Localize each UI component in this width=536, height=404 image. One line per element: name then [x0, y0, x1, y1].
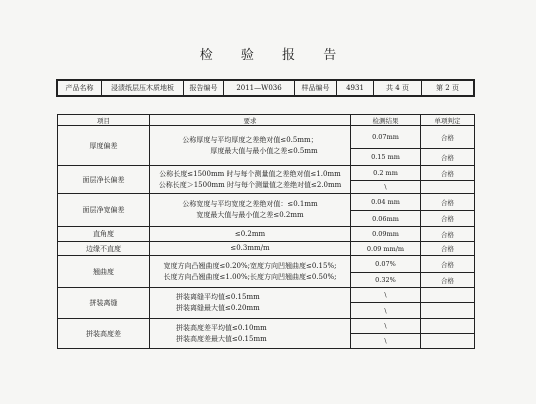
- table-row: [58, 194, 475, 211]
- requirement-line: 公称厚度与平均厚度之差绝对值≤0.5mm；: [182, 135, 318, 144]
- result-value: 0.07mm: [351, 126, 421, 149]
- header-verdict: 单项判定: [421, 115, 475, 126]
- requirement-cell: [150, 166, 351, 194]
- verdict-value: 合格: [421, 126, 475, 149]
- requirement-line: 拼装高度差平均值≤0.10mm: [176, 323, 267, 332]
- result-value: 0.2 mm: [351, 166, 421, 181]
- result-value: 0.32%: [351, 273, 421, 288]
- result-value: \: [351, 181, 421, 194]
- requirement-line: ≤0.2mm: [234, 229, 266, 238]
- report-number-value: 2011—W036: [224, 81, 295, 96]
- result-value: \: [351, 334, 421, 349]
- item-thickness-deviation: 厚度偏差: [58, 126, 150, 166]
- table-row: [58, 256, 475, 273]
- requirement-line: 拼装离缝平均值≤0.15mm: [176, 293, 260, 301]
- requirement-line: 公称长度＞1500mm 时与每个测量值之差绝对值≤2.0mm: [158, 180, 342, 189]
- verdict-value: 合格: [421, 227, 475, 242]
- table-row: [58, 319, 475, 334]
- header-result: 检测结果: [351, 115, 421, 126]
- header-requirement: 要求: [150, 115, 351, 126]
- verdict-value: [421, 288, 475, 303]
- result-value: 0.15 mm: [351, 149, 421, 166]
- table-row: [58, 288, 475, 303]
- requirements-table: [57, 114, 475, 349]
- requirement-cell: [150, 126, 351, 166]
- result-value: 0.09 mm/m: [351, 242, 421, 256]
- item-length-deviation: 面层净长偏差: [58, 166, 150, 194]
- item-assembly-gap: 拼装离缝: [58, 288, 150, 319]
- table-row: [58, 126, 475, 149]
- item-warping: 翘曲度: [58, 256, 150, 288]
- result-value: 0.07%: [351, 256, 421, 273]
- verdict-value: [421, 181, 475, 194]
- requirement-line: 拼装高度差最大值≤0.15mm: [176, 334, 267, 343]
- requirement-line: 长度方向凸翘曲度≤1.00%;长度方向凹翘曲度≤0.50%;: [163, 272, 337, 281]
- item-width-deviation: 面层净宽偏差: [58, 194, 150, 227]
- table-row: [58, 166, 475, 181]
- requirement-cell: [150, 227, 351, 242]
- verdict-value: 合格: [421, 166, 475, 181]
- table-row: [58, 242, 475, 256]
- table-row: [58, 227, 475, 242]
- result-value: 0.04 mm: [351, 194, 421, 211]
- requirement-line: 拼装离缝最大值≤0.20mm: [176, 304, 260, 312]
- requirement-cell: [150, 194, 351, 227]
- verdict-value: [421, 303, 475, 319]
- requirement-line: ≤0.3mm/m: [230, 244, 270, 252]
- verdict-value: 合格: [421, 194, 475, 211]
- header-item: 项目: [58, 115, 150, 126]
- requirement-cell: [150, 319, 351, 349]
- item-assembly-height-difference: 拼装高度差: [58, 319, 150, 349]
- result-value: 0.06mm: [351, 211, 421, 227]
- total-pages: 共 4 页: [374, 81, 422, 96]
- result-value: 0.09mm: [351, 227, 421, 242]
- sample-number-label: 样品编号: [295, 81, 337, 96]
- item-edge-straightness: 边缘不直度: [58, 242, 150, 256]
- page-title: 检 验 报 告: [199, 48, 349, 63]
- requirement-line: 厚度最大值与最小值之差≤0.5mm: [210, 146, 318, 155]
- verdict-value: 合格: [421, 211, 475, 227]
- result-value: \: [351, 303, 421, 319]
- sample-number-value: 4931: [337, 81, 374, 96]
- item-squareness: 直角度: [58, 227, 150, 242]
- product-name-label: 产品名称: [58, 81, 102, 96]
- requirement-line: 宽度最大值与最小值之差≤0.2mm: [196, 211, 304, 219]
- verdict-value: [421, 334, 475, 349]
- requirement-cell: [150, 288, 351, 319]
- requirement-line: 公称宽度与平均宽度之差绝对值：≤0.1mm: [182, 200, 318, 208]
- table-header-row: [58, 115, 475, 126]
- verdict-value: 合格: [421, 149, 475, 166]
- verdict-value: 合格: [421, 242, 475, 256]
- product-name-value: 浸渍纸层压木质地板: [102, 81, 184, 96]
- result-value: \: [351, 288, 421, 303]
- requirement-line: 公称长度≤1500mm 时与每个测量值之差绝对值≤1.0mm: [159, 169, 341, 178]
- report-number-label: 报告编号: [184, 81, 224, 96]
- requirement-cell: [150, 242, 351, 256]
- requirement-cell: [150, 256, 351, 288]
- report-info-table: [57, 80, 474, 96]
- result-value: \: [351, 319, 421, 334]
- requirement-line: 宽度方向凸翘曲度≤0.20%;宽度方向凹翘曲度≤0.15%;: [163, 261, 337, 270]
- page-number: 第 2 页: [422, 81, 474, 96]
- verdict-value: [421, 319, 475, 334]
- verdict-value: 合格: [421, 256, 475, 273]
- verdict-value: 合格: [421, 273, 475, 288]
